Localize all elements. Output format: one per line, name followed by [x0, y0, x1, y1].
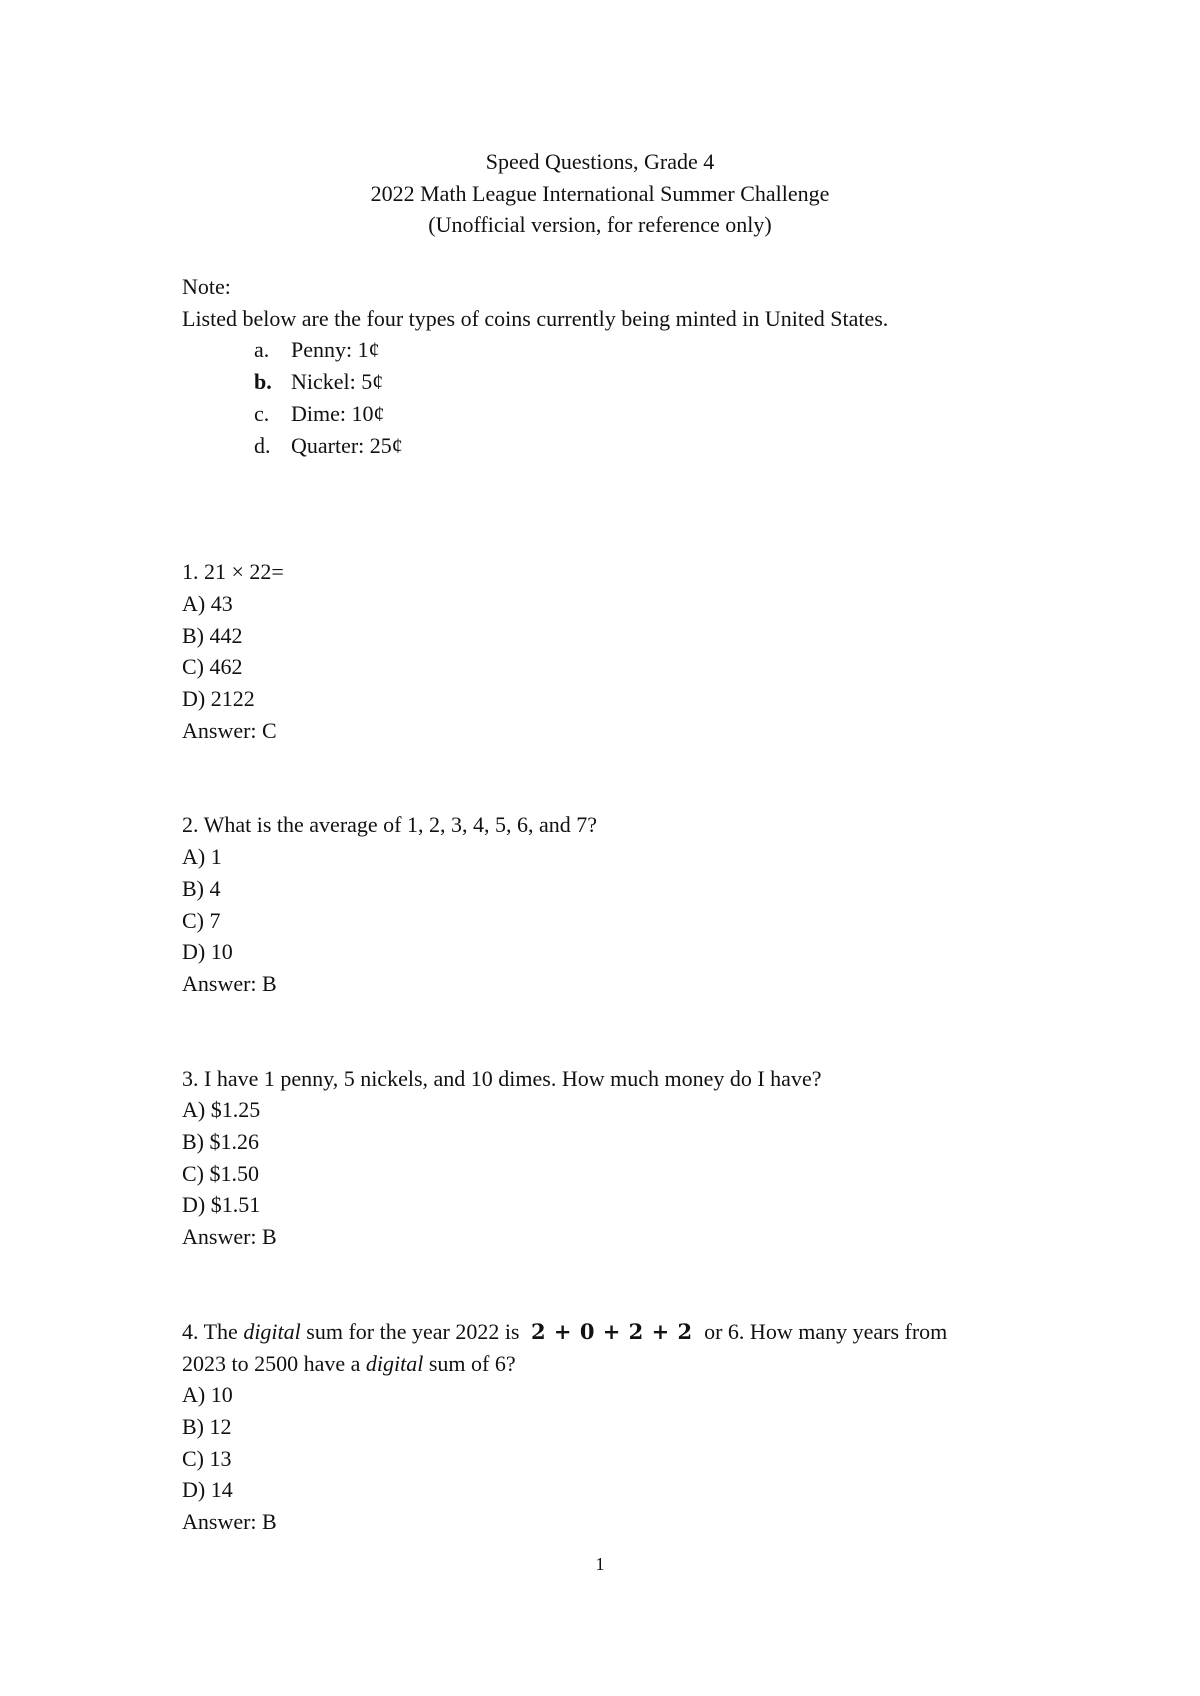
- list-item: [182, 366, 1082, 398]
- question-prompt-continued: [182, 1348, 1082, 1380]
- option-b: B) 12: [182, 1413, 232, 1439]
- option-b: B) 4: [182, 875, 221, 901]
- note-label: Note:: [182, 274, 231, 299]
- question-3: [182, 1063, 1082, 1253]
- question-1: [182, 556, 1082, 746]
- option-c: C) 462: [182, 654, 243, 680]
- option-c: C) 13: [182, 1445, 232, 1471]
- prompt-text: 2023 to 2500 have a: [182, 1350, 366, 1376]
- emphasis-text: digital: [243, 1318, 301, 1344]
- list-marker: d.: [254, 432, 271, 458]
- answer-line: Answer: C: [182, 717, 277, 743]
- list-marker: c.: [254, 400, 270, 426]
- spacer: [182, 1000, 1082, 1063]
- list-marker: a.: [254, 337, 270, 363]
- option-b: B) $1.26: [182, 1129, 259, 1155]
- option-c: C) $1.50: [182, 1160, 259, 1186]
- question-prompt: [182, 1316, 1082, 1348]
- coin-text: Nickel: 5¢: [291, 369, 384, 395]
- question-prompt: 2. What is the average of 1, 2, 3, 4, 5, 6, and 7?: [182, 812, 598, 838]
- page-number: 1: [595, 1554, 605, 1574]
- option-c: C) 7: [182, 907, 221, 933]
- option-a: A) 43: [182, 590, 233, 616]
- prompt-text: sum of 6?: [423, 1350, 516, 1376]
- answer-line: Answer: B: [182, 1509, 277, 1535]
- coin-text: Quarter: 25¢: [291, 432, 403, 458]
- option-d: D) 14: [182, 1477, 233, 1503]
- prompt-text: or 6. How many years from: [698, 1318, 948, 1344]
- option-a: A) 1: [182, 844, 222, 870]
- option-a: A) $1.25: [182, 1097, 261, 1123]
- question-4: [182, 1316, 1082, 1538]
- list-item: [182, 334, 1082, 366]
- spacer: [182, 746, 1082, 809]
- coin-text: Penny: 1¢: [291, 337, 380, 363]
- list-item: [182, 430, 1082, 462]
- coin-list: [182, 334, 1082, 461]
- answer-line: Answer: B: [182, 970, 277, 996]
- prompt-text: sum for the year 2022 is: [300, 1318, 525, 1344]
- list-item: [182, 398, 1082, 430]
- spacer: [182, 1253, 1082, 1316]
- document-disclaimer: (Unofficial version, for reference only): [428, 212, 772, 237]
- document-body: [182, 271, 1082, 1538]
- prompt-text: 4. The: [182, 1318, 244, 1344]
- list-marker: b.: [254, 369, 272, 395]
- math-expression: 2 + 0 + 2 + 2: [531, 1318, 693, 1344]
- note-intro: Listed below are the four types of coins currently being minted in United States.: [182, 305, 889, 331]
- option-d: D) 2122: [182, 686, 255, 712]
- coin-text: Dime: 10¢: [291, 400, 385, 426]
- emphasis-text: digital: [365, 1350, 424, 1376]
- question-prompt: 3. I have 1 penny, 5 nickels, and 10 dimes. How much money do I have?: [182, 1065, 822, 1091]
- question-prompt: 1. 21 × 22=: [182, 559, 284, 585]
- document-header: [0, 146, 1200, 241]
- document-title: Speed Questions, Grade 4: [485, 149, 715, 174]
- note-section: [182, 271, 1082, 461]
- option-a: A) 10: [182, 1382, 233, 1408]
- option-d: D) $1.51: [182, 1192, 261, 1218]
- answer-line: Answer: B: [182, 1224, 277, 1250]
- option-d: D) 10: [182, 939, 233, 965]
- spacer: [182, 461, 1082, 556]
- document-subtitle: 2022 Math League International Summer Challenge: [370, 180, 830, 206]
- question-2: [182, 809, 1082, 999]
- option-b: B) 442: [182, 622, 243, 648]
